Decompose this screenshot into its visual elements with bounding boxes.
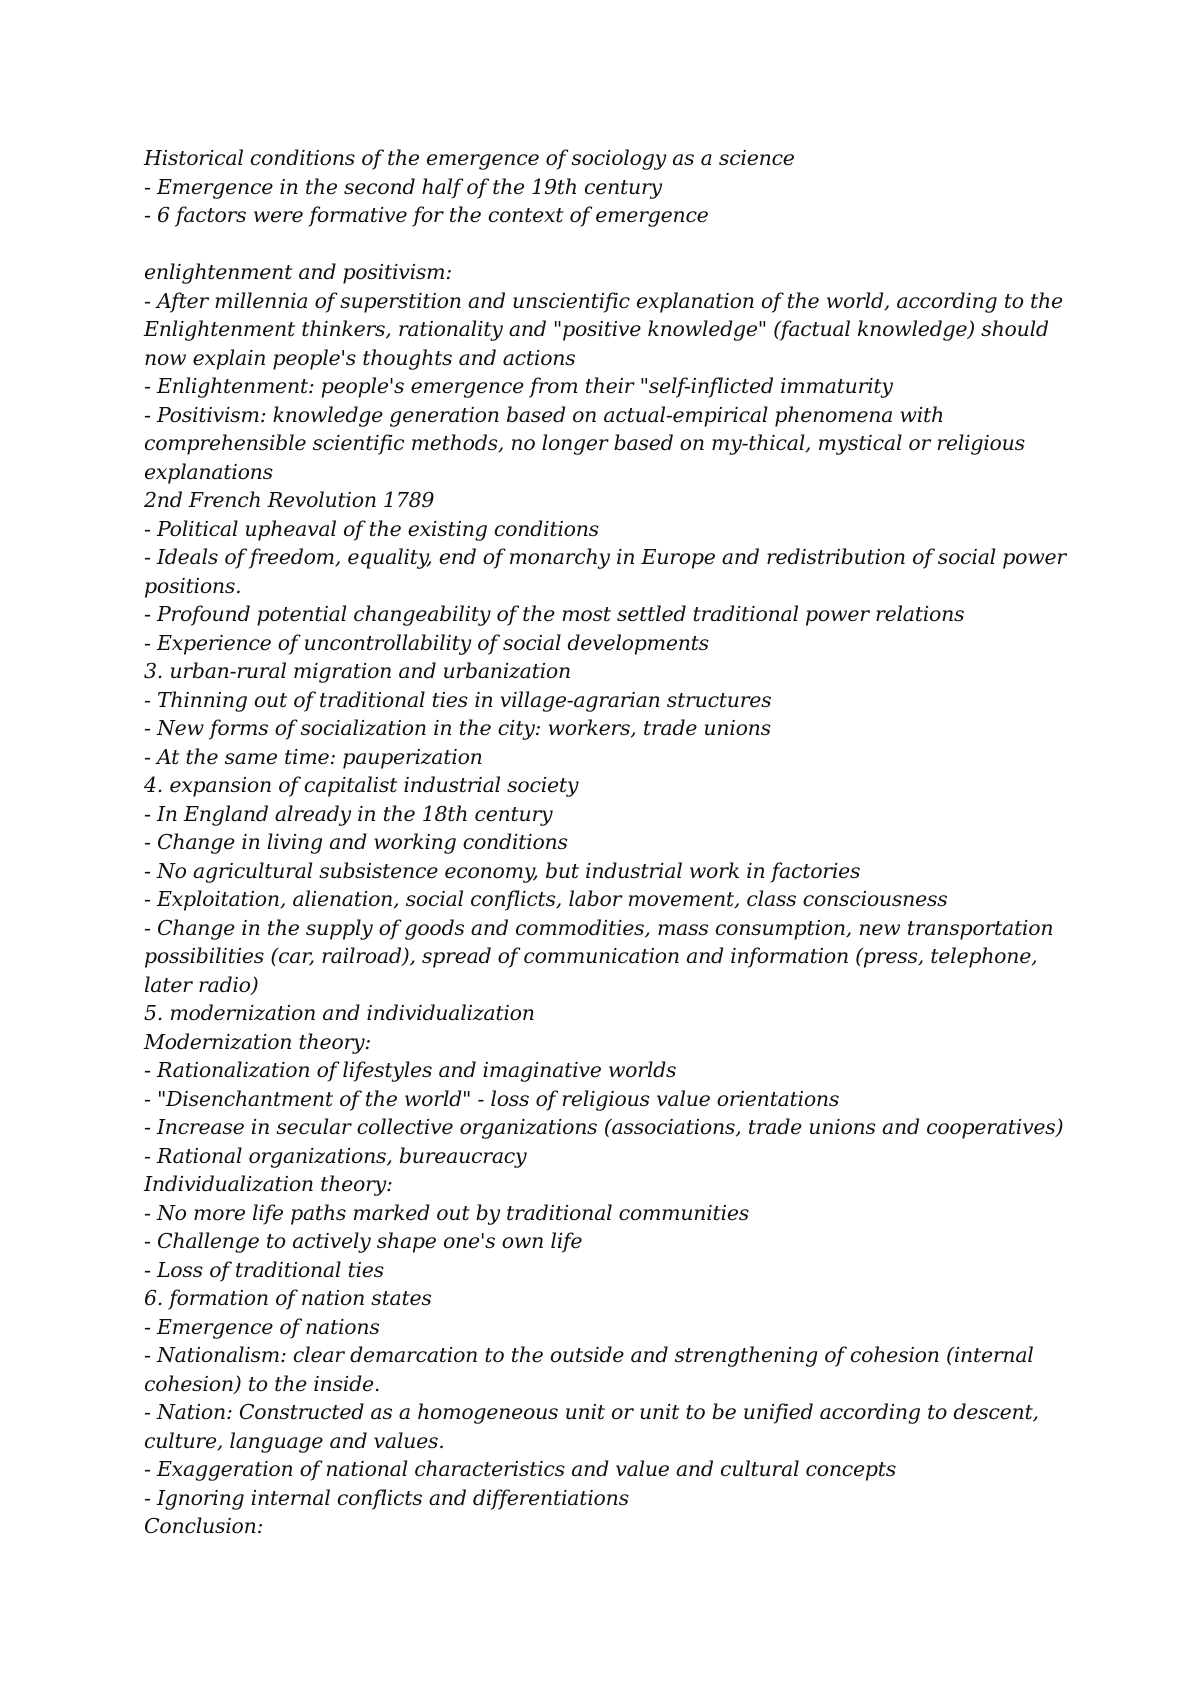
document-line: - No more life paths marked out by traditional communities — [144, 1200, 749, 1225]
document-line: - Rationalization of lifestyles and imaginative worlds — [144, 1058, 677, 1082]
document-line: 6. formation of nation states — [144, 1286, 432, 1310]
document-line: - Profound potential changeability of the most settled traditional power relations — [144, 602, 965, 626]
document-line: - In England already in the 18th century — [144, 801, 553, 826]
document-line: - Emergence in the second half of the 19th century — [144, 174, 662, 199]
document-line: - Thinning out of traditional ties in village-agrarian structures — [144, 687, 772, 712]
document-line: - Rational organizations, bureaucracy — [144, 1143, 527, 1168]
document-line: Individualization theory: — [144, 1172, 393, 1196]
document-line: - 6 factors were formative for the context of emergence — [144, 203, 709, 227]
document-line: - After millennia of superstition and unscientific explanation of the world, according to the Enlightenment thinkers, rationality and "positive knowledge" (factual knowledge) should now explain people's thoughts and actions — [144, 288, 1063, 370]
document-line — [144, 230, 1074, 259]
document-line: - Emergence of nations — [144, 1314, 380, 1339]
document-line: - Enlightenment: people's emergence from their "self-inflicted immaturity — [144, 374, 893, 398]
document-line: - Experience of uncontrollability of social developments — [144, 630, 709, 655]
document-line: - "Disenchantment of the world" - loss of religious value orientations — [144, 1086, 840, 1111]
document-line: - New forms of socialization in the city: workers, trade unions — [144, 716, 771, 740]
document-line: Conclusion: — [144, 1514, 264, 1538]
document-line: - Exploitation, alienation, social conflicts, labor movement, class consciousness — [144, 887, 948, 911]
document-body — [144, 144, 1074, 1541]
document-line: - Exaggeration of national characteristics and value and cultural concepts — [144, 1457, 897, 1481]
document-line: - Increase in secular collective organizations (associations, trade unions and cooperatives) — [144, 1115, 1064, 1139]
document-line: 4. expansion of capitalist industrial society — [144, 773, 579, 797]
document-line: - Change in the supply of goods and commodities, mass consumption, new transportation possibilities (car, railroad), spread of communication and information (press, telephone, later radio) — [144, 915, 1054, 997]
document-line: - Positivism: knowledge generation based on actual-empirical phenomena with comprehensible scientific methods, no longer based on my-thical, mystical or religious explanations — [144, 402, 1025, 484]
document-line: 2nd French Revolution 1789 — [144, 488, 435, 512]
document-line: - Ideals of freedom, equality, end of monarchy in Europe and redistribution of social power positions. — [144, 545, 1066, 598]
document-line: - Challenge to actively shape one's own life — [144, 1229, 583, 1253]
document-line: - Political upheaval of the existing conditions — [144, 516, 599, 541]
document-line: - Ignoring internal conflicts and differentiations — [144, 1485, 629, 1510]
document-line: - No agricultural subsistence economy, but industrial work in factories — [144, 858, 861, 883]
document-line: Historical conditions of the emergence of sociology as a science — [144, 146, 795, 170]
document-line: 5. modernization and individualization — [144, 1001, 535, 1025]
document-line: 3. urban-rural migration and urbanization — [144, 659, 571, 683]
document-line: - Change in living and working conditions — [144, 830, 568, 854]
document-line: - Nation: Constructed as a homogeneous unit or unit to be unified according to descent, culture, language and values. — [144, 1400, 1039, 1453]
document-line: enlightenment and positivism: — [144, 260, 453, 284]
document-line: - Nationalism: clear demarcation to the outside and strengthening of cohesion (internal cohesion) to the inside. — [144, 1343, 1034, 1396]
document-line: - At the same time: pauperization — [144, 744, 483, 769]
document-line: - Loss of traditional ties — [144, 1257, 384, 1282]
document-line: Modernization theory: — [144, 1029, 371, 1054]
